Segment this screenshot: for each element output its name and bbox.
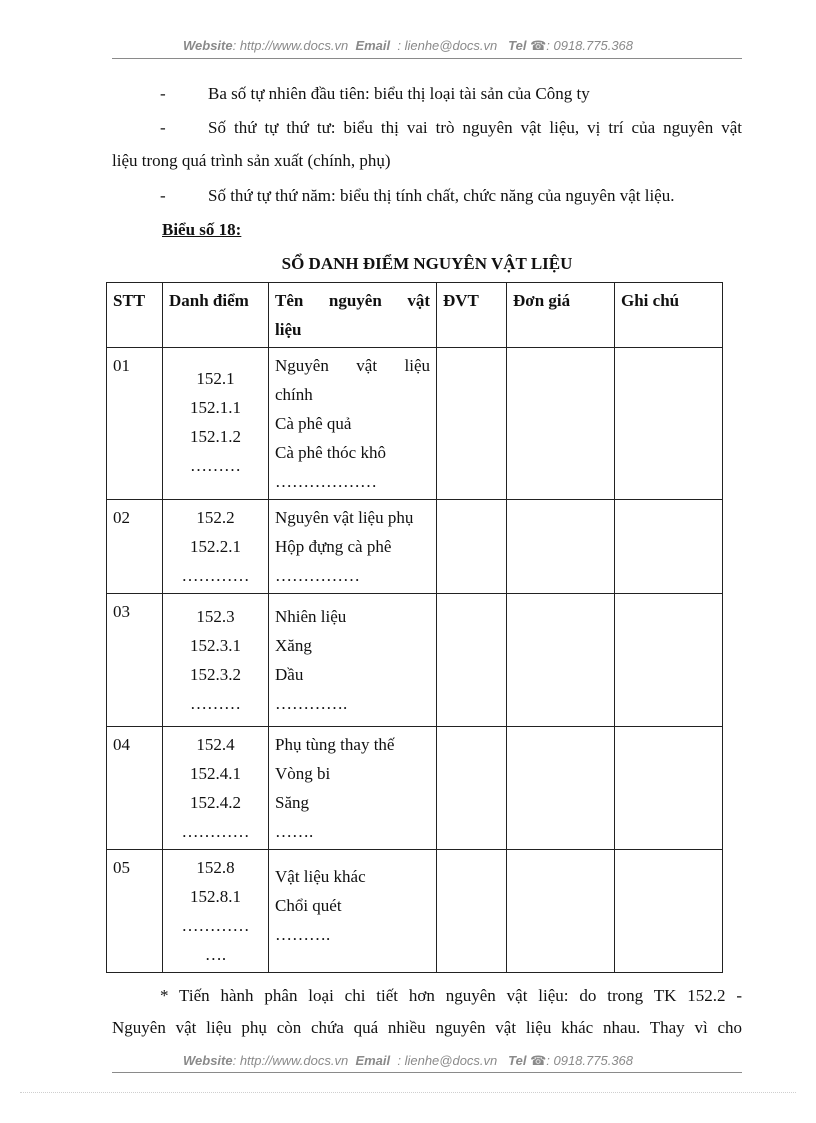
code-line: 152.3	[196, 607, 235, 626]
name-line: Phụ tùng thay thế	[275, 735, 395, 754]
header-name-line: Tên nguyên vật	[275, 291, 430, 310]
email-label: Email	[355, 1053, 391, 1068]
cell-stt: 05	[107, 850, 163, 973]
name-line: Xăng	[275, 636, 312, 655]
email-value: : lienhe@docs.vn	[397, 1053, 498, 1068]
cell-name	[269, 500, 437, 594]
code-line: 152.8	[196, 858, 235, 877]
name-line: Vật liệu khác	[275, 867, 366, 886]
code-line: 152.4.2	[190, 793, 241, 812]
cell-code	[163, 348, 269, 500]
code-line: …………	[181, 822, 250, 841]
code-line: 152.3.1	[190, 636, 241, 655]
cell-price	[507, 727, 615, 850]
table-row	[107, 850, 723, 973]
name-line: …….	[275, 822, 314, 841]
code-line: 152.4.1	[190, 764, 241, 783]
email-label: Email	[355, 38, 391, 53]
header-name	[269, 283, 437, 348]
name-line: Hộp đựng cà phê	[275, 537, 392, 556]
cell-note	[615, 348, 723, 500]
name-line: ……………	[275, 566, 360, 585]
cell-name	[269, 727, 437, 850]
name-line: ………….	[275, 694, 348, 713]
phone-icon: ☎	[530, 38, 547, 53]
page-edge-divider	[20, 1092, 796, 1093]
website-value: : http://www.docs.vn	[232, 38, 349, 53]
cell-code	[163, 594, 269, 727]
table-row	[107, 348, 723, 500]
code-line: 152.8.1	[190, 887, 241, 906]
header-stt: STT	[107, 283, 163, 348]
header-name-line: liệu	[275, 320, 302, 339]
cell-name	[269, 850, 437, 973]
code-line: ………	[190, 694, 241, 713]
code-line: 152.2	[196, 508, 235, 527]
materials-table	[106, 282, 723, 973]
page-footer	[0, 1053, 816, 1069]
cell-price	[507, 500, 615, 594]
paragraph-line: * Tiến hành phân loại chi tiết hơn nguyên vật liệu: do trong TK 152.2 -	[160, 986, 742, 1005]
header-note: Ghi chú	[615, 283, 723, 348]
tel-label: Tel	[508, 1053, 527, 1068]
footer-rule	[112, 1072, 742, 1073]
bullet-text: Ba số tự nhiên đầu tiên: biểu thị loại tài sản của Công ty	[208, 84, 590, 103]
code-line: 152.1.2	[190, 427, 241, 446]
cell-note	[615, 594, 723, 727]
code-line: 152.3.2	[190, 665, 241, 684]
bullet-text: Số thứ tự thứ năm: biểu thị tính chất, chức năng của nguyên vật liệu.	[208, 186, 675, 205]
code-line: 152.1.1	[190, 398, 241, 417]
name-line: ……….	[275, 925, 331, 944]
name-line: Săng	[275, 793, 309, 812]
name-line: Chổi quét	[275, 896, 342, 915]
bullet-dash: -	[160, 118, 166, 137]
cell-stt: 03	[107, 594, 163, 727]
cell-note	[615, 850, 723, 973]
page-header	[0, 38, 816, 54]
bullet-dash: -	[160, 186, 166, 205]
bullet-text: Số thứ tự thứ tư: biểu thị vai trò nguyên vật liệu, vị trí của nguyên vật	[208, 118, 742, 137]
header-rule	[112, 58, 742, 59]
figure-caption: Biểu số 18:	[162, 220, 242, 239]
cell-unit	[437, 348, 507, 500]
cell-stt: 02	[107, 500, 163, 594]
cell-unit	[437, 500, 507, 594]
header-price: Đơn giá	[507, 283, 615, 348]
name-line: Dầu	[275, 665, 304, 684]
website-label: Website	[182, 38, 233, 53]
tel-value: : 0918.775.368	[546, 1053, 634, 1068]
name-line: Vòng bi	[275, 764, 331, 783]
website-label: Website	[182, 1053, 233, 1068]
cell-stt: 04	[107, 727, 163, 850]
table-row	[107, 500, 723, 594]
cell-unit	[437, 594, 507, 727]
code-line: 152.1	[196, 369, 235, 388]
table-header-row	[107, 283, 723, 348]
cell-stt: 01	[107, 348, 163, 500]
website-value: : http://www.docs.vn	[232, 1053, 349, 1068]
code-line: ….	[204, 945, 227, 964]
cell-unit	[437, 727, 507, 850]
cell-code	[163, 850, 269, 973]
bullet-text-continued: liệu trong quá trình sản xuất (chính, phụ)	[112, 151, 391, 170]
paragraph-line: Nguyên vật liệu phụ còn chứa quá nhiều nguyên vật liệu khác nhau. Thay vì cho	[112, 1018, 742, 1037]
cell-price	[507, 594, 615, 727]
cell-code	[163, 500, 269, 594]
name-line: Cà phê thóc khô	[275, 443, 386, 462]
code-line: …………	[181, 566, 250, 585]
cell-code	[163, 727, 269, 850]
code-line: …………	[181, 916, 250, 935]
table-row	[107, 727, 723, 850]
code-line: ………	[190, 456, 241, 475]
header-unit: ĐVT	[437, 283, 507, 348]
header-code: Danh điểm	[163, 283, 269, 348]
table-row	[107, 594, 723, 727]
name-line: Nguyên vật liệu	[275, 356, 430, 375]
name-line: ………………	[275, 472, 377, 491]
name-line: Cà phê quả	[275, 414, 352, 433]
code-line: 152.4	[196, 735, 235, 754]
tel-label: Tel	[508, 38, 527, 53]
name-line: chính	[275, 385, 313, 404]
table-title: SỔ DANH ĐIỂM NGUYÊN VẬT LIỆU	[281, 254, 573, 273]
phone-icon: ☎	[530, 1053, 547, 1068]
email-value: : lienhe@docs.vn	[397, 38, 498, 53]
cell-price	[507, 850, 615, 973]
bullet-dash: -	[160, 84, 166, 103]
tel-value: : 0918.775.368	[546, 38, 634, 53]
cell-price	[507, 348, 615, 500]
cell-name	[269, 594, 437, 727]
name-line: Nguyên vật liệu phụ	[275, 508, 414, 527]
cell-note	[615, 500, 723, 594]
name-line: Nhiên liệu	[275, 607, 347, 626]
code-line: 152.2.1	[190, 537, 241, 556]
cell-note	[615, 727, 723, 850]
cell-name	[269, 348, 437, 500]
cell-unit	[437, 850, 507, 973]
